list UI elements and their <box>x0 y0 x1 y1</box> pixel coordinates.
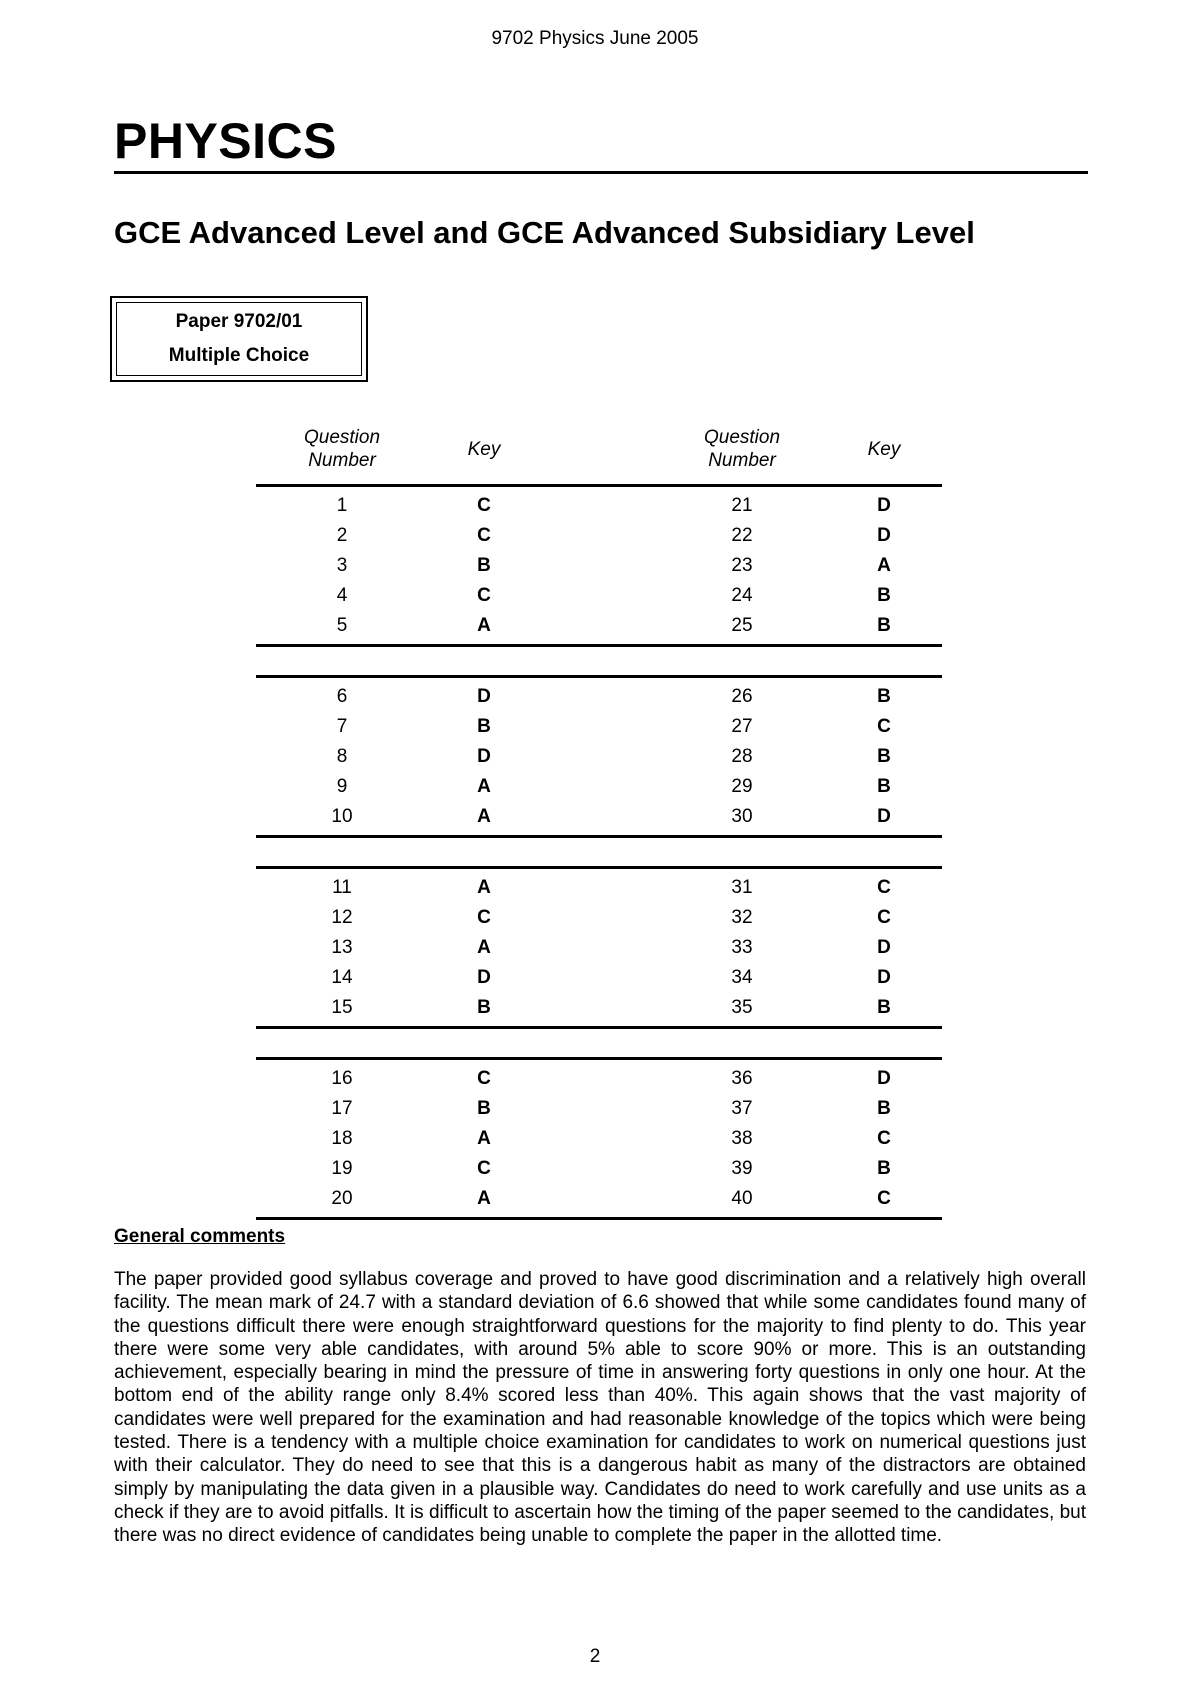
question-number: 30 <box>731 806 753 827</box>
answer-key: A <box>477 877 491 898</box>
question-number: 37 <box>731 1098 753 1119</box>
answer-key: C <box>477 907 491 928</box>
answer-key: B <box>877 746 891 767</box>
question-number: 6 <box>336 686 348 707</box>
table-row <box>256 521 942 551</box>
table-row <box>256 802 942 832</box>
question-number: 28 <box>731 746 753 767</box>
answer-key: C <box>477 495 491 516</box>
table-row <box>256 903 942 933</box>
question-number: 8 <box>336 746 348 767</box>
question-number: 2 <box>336 525 348 546</box>
question-number: 24 <box>731 585 753 606</box>
question-header-line1: Question <box>703 427 781 448</box>
answer-key: A <box>477 776 491 797</box>
question-number: 12 <box>331 907 353 928</box>
question-number: 3 <box>336 555 348 576</box>
question-header-line1: Question <box>303 427 381 448</box>
question-number-header-right <box>672 426 812 472</box>
table-row <box>256 1064 942 1094</box>
table-body <box>256 484 942 1220</box>
answer-key: C <box>877 877 891 898</box>
key-header-right: Key <box>867 439 901 460</box>
answer-key: B <box>477 555 491 576</box>
answer-key: D <box>877 495 891 516</box>
answer-key: A <box>477 615 491 636</box>
paper-box <box>110 296 368 382</box>
question-number: 32 <box>731 907 753 928</box>
answer-key: C <box>877 716 891 737</box>
table-row <box>256 873 942 903</box>
question-number: 40 <box>731 1188 753 1209</box>
question-number: 17 <box>331 1098 353 1119</box>
table-block <box>256 1057 942 1220</box>
answer-key: C <box>477 1068 491 1089</box>
answer-key: A <box>877 555 891 576</box>
question-number: 34 <box>731 967 753 988</box>
table-header <box>256 424 942 484</box>
question-number: 1 <box>336 495 348 516</box>
table-row <box>256 742 942 772</box>
question-number: 26 <box>731 686 753 707</box>
question-number: 39 <box>731 1158 753 1179</box>
answer-key: A <box>477 806 491 827</box>
question-number: 18 <box>331 1128 353 1149</box>
answer-key: A <box>477 1188 491 1209</box>
question-number: 25 <box>731 615 753 636</box>
table-row <box>256 491 942 521</box>
table-row <box>256 1184 942 1214</box>
table-row <box>256 682 942 712</box>
table-row <box>256 963 942 993</box>
answer-key: C <box>877 907 891 928</box>
table-row <box>256 1094 942 1124</box>
answer-key: B <box>877 585 891 606</box>
page-number: 2 <box>589 1646 601 1667</box>
table-block <box>256 866 942 1029</box>
question-number: 7 <box>336 716 348 737</box>
question-header-line2: Number <box>308 450 376 471</box>
question-number: 33 <box>731 937 753 958</box>
page-header: 9702 Physics June 2005 <box>491 28 699 49</box>
answer-key: D <box>877 967 891 988</box>
answer-key: B <box>477 716 491 737</box>
question-number: 11 <box>332 877 352 898</box>
question-number: 36 <box>731 1068 753 1089</box>
question-number: 4 <box>336 585 348 606</box>
answer-key: C <box>477 585 491 606</box>
subject-title: PHYSICS <box>114 113 338 169</box>
table-row <box>256 712 942 742</box>
table-row <box>256 581 942 611</box>
question-number: 16 <box>331 1068 353 1089</box>
answer-key: B <box>877 686 891 707</box>
question-number: 21 <box>731 495 753 516</box>
question-number: 31 <box>731 877 753 898</box>
answer-key: D <box>877 806 891 827</box>
answer-key: C <box>477 525 491 546</box>
answer-key: B <box>877 1098 891 1119</box>
answer-key: D <box>477 967 491 988</box>
answer-key: D <box>877 525 891 546</box>
answer-key: D <box>477 746 491 767</box>
table-row <box>256 551 942 581</box>
question-number: 20 <box>331 1188 353 1209</box>
paper-box-inner <box>116 302 362 376</box>
table-row <box>256 1154 942 1184</box>
title-rule <box>114 171 1088 174</box>
table-block <box>256 675 942 838</box>
question-number: 13 <box>331 937 353 958</box>
question-number: 19 <box>331 1158 353 1179</box>
answer-key-table <box>256 424 942 1248</box>
question-number: 5 <box>336 615 348 636</box>
question-number: 22 <box>731 525 753 546</box>
question-header-line2: Number <box>708 450 776 471</box>
answer-key: B <box>477 997 491 1018</box>
answer-key: C <box>877 1128 891 1149</box>
table-row <box>256 772 942 802</box>
question-number: 9 <box>336 776 348 797</box>
answer-key: D <box>877 937 891 958</box>
table-block <box>256 484 942 647</box>
answer-key: B <box>877 615 891 636</box>
table-row <box>256 1124 942 1154</box>
paper-type: Multiple Choice <box>168 345 310 366</box>
question-number: 15 <box>331 997 353 1018</box>
answer-key: A <box>477 1128 491 1149</box>
answer-key: B <box>477 1098 491 1119</box>
question-number: 10 <box>331 806 353 827</box>
question-number-header-left <box>272 426 412 472</box>
paper-code: Paper 9702/01 <box>175 311 303 332</box>
comments-title: General comments <box>114 1226 286 1247</box>
answer-key: C <box>877 1188 891 1209</box>
table-row <box>256 993 942 1023</box>
answer-key: B <box>877 1158 891 1179</box>
level-heading: GCE Advanced Level and GCE Advanced Subsidiary Level <box>114 215 975 250</box>
answer-key: D <box>477 686 491 707</box>
question-number: 23 <box>731 555 753 576</box>
answer-key: D <box>877 1068 891 1089</box>
question-number: 38 <box>731 1128 753 1149</box>
answer-key: A <box>477 937 491 958</box>
question-number: 27 <box>731 716 753 737</box>
answer-key: C <box>477 1158 491 1179</box>
comments-body: The paper provided good syllabus coverage and proved to have good discrimination and a relatively high overall facility. The mean mark of 24.7 with a standard deviation of 6.6 showed that while some candidates found many of the questions difficult there were enough straightforward questions for the majority to find plenty to do. This year there were some very able candidates, with around 5% able to score 90% or more. This is an outstanding achievement, especially bearing in mind the pressure of time in answering forty questions in only one hour. At the bottom end of the ability range only 8.4% scored less than 40%. This again shows that the vast majority of candidates were well prepared for the examination and had reasonable knowledge of the topics which were being tested. There is a tendency with a multiple choice examination for candidates to work on numerical questions just with their calculator. They do need to see that this is a dangerous habit as many of the distractors are obtained simply by manipulating the data given in a plausible way. Candidates do need to work carefully and use units as a check if they are to avoid pitfalls. It is difficult to ascertain how the timing of the paper seemed to the candidates, but there was no direct evidence of candidates being unable to complete the paper in the allotted time. <box>114 1269 1086 1547</box>
table-row <box>256 933 942 963</box>
answer-key: B <box>877 776 891 797</box>
question-number: 29 <box>731 776 753 797</box>
key-header-left: Key <box>467 439 501 460</box>
table-row <box>256 611 942 641</box>
answer-key: B <box>877 997 891 1018</box>
question-number: 14 <box>331 967 353 988</box>
question-number: 35 <box>731 997 753 1018</box>
